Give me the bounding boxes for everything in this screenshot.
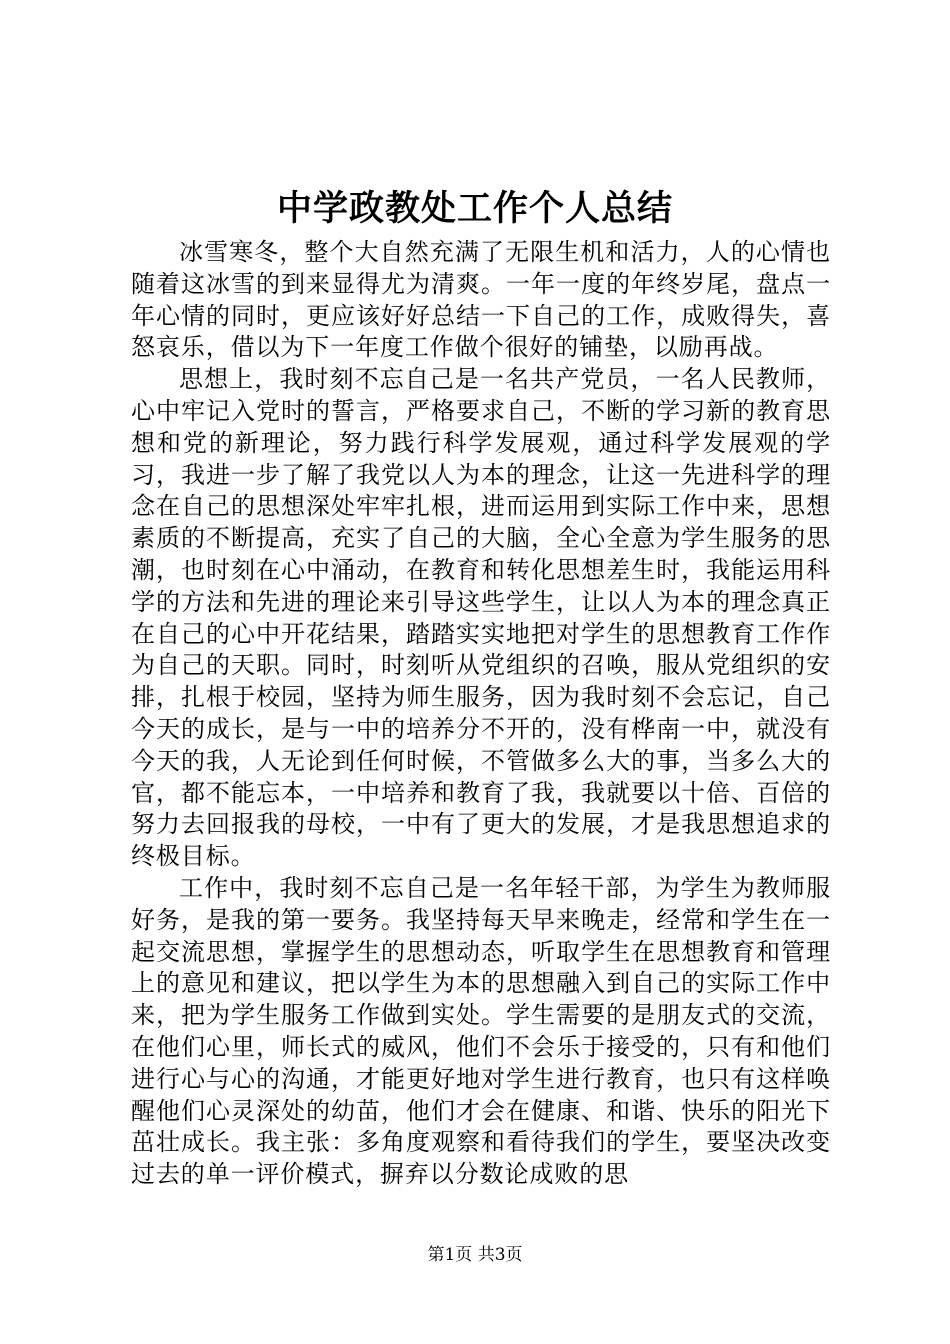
paragraph-1: 冰雪寒冬，整个大自然充满了无限生机和活力，人的心情也随着这冰雪的到来显得尤为清爽。一年一度的年终岁尾，盘点一年心情的同时，更应该好好总结一下自己的工作，成败得失，喜怒哀乐，借以为下一年度工作做个很好的铺垫，以励再战。 — [131, 238, 831, 362]
page-number-footer: 第1页 共3页 — [427, 1245, 523, 1265]
paragraph-3: 工作中，我时刻不忘自己是一名年轻干部，为学生为教师服好务，是我的第一要务。我坚持每天早来晚走，经常和学生在一起交流思想，掌握学生的思想动态，听取学生在思想教育和管理上的意见和建议，把以学生为本的思想融入到自己的实际工作中来，把为学生服务工作做到实处。学生需要的是朋友式的交流，在他们心里，师长式的威风，他们不会乐于接受的，只有和他们进行心与心的沟通，才能更好地对学生进行教育，也只有这样唤醒他们心灵深处的幼苗，他们才会在健康、和谐、快乐的阳光下茁壮成长。我主张：多角度观察和看待我们的学生，要坚决改变过去的单一评价模式，摒弃以分数论成败的思 — [131, 873, 831, 1189]
document-body — [131, 237, 831, 1191]
paragraph-2: 思想上，我时刻不忘自己是一名共产党员，一名人民教师，心中牢记入党时的誓言，严格要求自己，不断的学习新的教育思想和党的新理论，努力践行科学发展观，通过科学发展观的学习，我进一步了解了我党以人为本的理念，让这一先进科学的理念在自己的思想深处牢牢扎根，进而运用到实际工作中来，思想素质的不断提高，充实了自己的大脑，全心全意为学生服务的思潮，也时刻在心中涌动，在教育和转化思想差生时，我能运用科学的方法和先进的理论来引导这些学生，让以人为本的理念真正在自己的心中开花结果，踏踏实实地把对学生的思想教育工作作为自己的天职。同时，时刻听从党组织的召唤，服从党组织的安排，扎根于校园，坚持为师生服务，因为我时刻不会忘记，自己今天的成长，是与一中的培养分不开的，没有桦南一中，就没有今天的我，人无论到任何时候，不管做多么大的事，当多么大的官，都不能忘本，一中培养和教育了我，我就要以十倍、百倍的努力去回报我的母校，一中有了更大的发展，才是我思想追求的终极目标。 — [131, 365, 831, 871]
document-title: 中学政教处工作个人总结 — [276, 188, 673, 229]
